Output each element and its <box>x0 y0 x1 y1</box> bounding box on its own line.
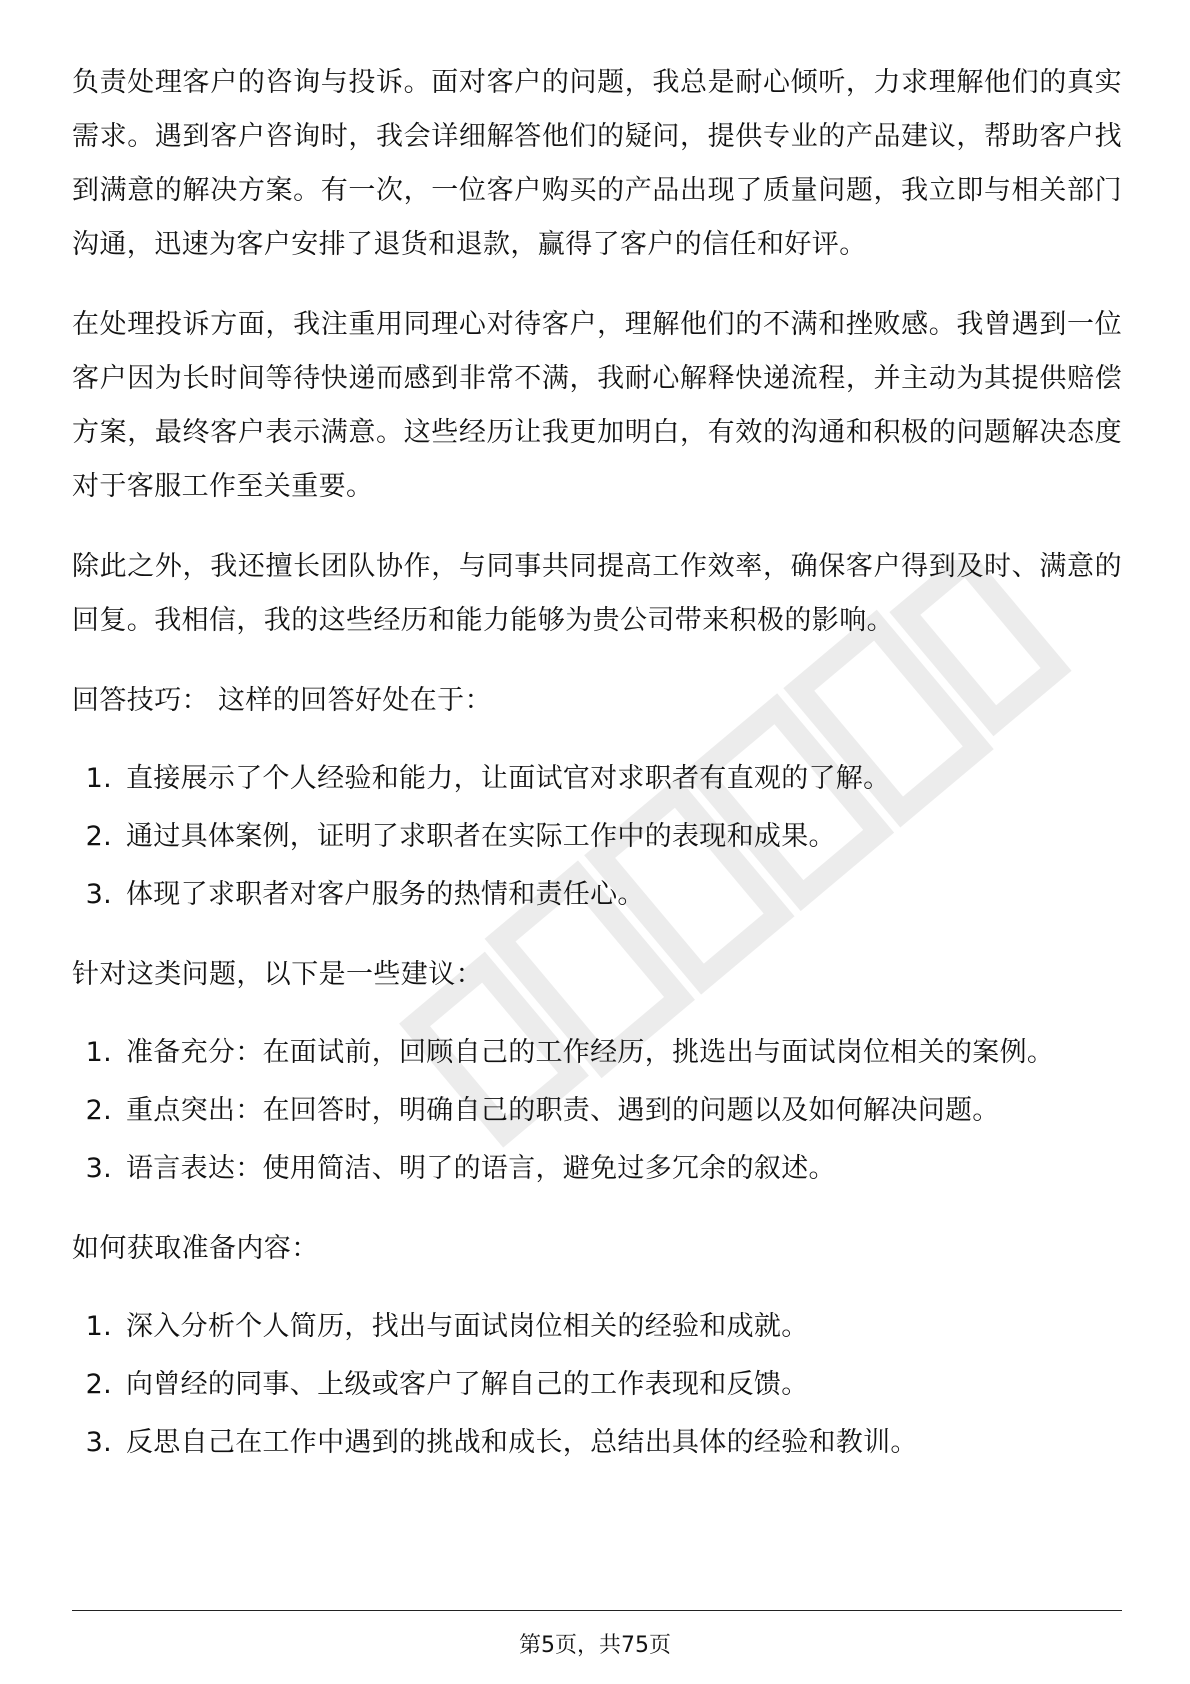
list-item <box>72 750 1122 808</box>
list-item-text: 深入分析个人简历，找出与面试岗位相关的经验和成就。 <box>126 1311 809 1342</box>
list-item <box>72 1298 1122 1356</box>
list-number: 2. <box>85 1369 112 1400</box>
section-heading: 回答技巧： 这样的回答好处在于： <box>72 685 492 716</box>
list-item <box>72 808 1122 866</box>
list-item-text: 向曾经的同事、上级或客户了解自己的工作表现和反馈。 <box>126 1369 809 1400</box>
list-number: 2. <box>85 1095 112 1126</box>
numbered-list <box>72 1024 1122 1198</box>
list-item <box>72 866 1122 924</box>
list-item-text: 通过具体案例，证明了求职者在实际工作中的表现和成果。 <box>126 821 836 852</box>
paragraph: 在处理投诉方面，我注重用同理心对待客户，理解他们的不满和挫败感。我曾遇到一位客户因为长时间等待快递而感到非常不满，我耐心解释快递流程，并主动为其提供赔偿方案，最终客户表示满意。这些经历让我更加明白，有效的沟通和积极的问题解决态度对于客服工作至关重要。 <box>72 309 1122 502</box>
section-heading: 针对这类问题，以下是一些建议： <box>72 959 483 990</box>
paragraph: 负责处理客户的咨询与投诉。面对客户的问题，我总是耐心倾听，力求理解他们的真实需求。遇到客户咨询时，我会详细解答他们的疑问，提供专业的产品建议，帮助客户找到满意的解决方案。有一次，一位客户购买的产品出现了质量问题，我立即与相关部门沟通，迅速为客户安排了退货和退款，赢得了客户的信任和好评。 <box>72 67 1122 260</box>
document-body <box>72 56 1122 1496</box>
list-item <box>72 1082 1122 1140</box>
list-item <box>72 1414 1122 1472</box>
list-number: 1. <box>85 1037 112 1068</box>
page-number: 第5页，共75页 <box>519 1633 671 1658</box>
list-item-text: 反思自己在工作中遇到的挑战和成长，总结出具体的经验和教训。 <box>126 1427 918 1458</box>
list-number: 1. <box>85 1311 112 1342</box>
list-number: 3. <box>85 1427 112 1458</box>
list-item-text: 语言表达：使用简洁、明了的语言，避免过多冗余的叙述。 <box>126 1153 836 1184</box>
list-item <box>72 1024 1122 1082</box>
paragraph: 除此之外，我还擅长团队协作，与同事共同提高工作效率，确保客户得到及时、满意的回复。我相信，我的这些经历和能力能够为贵公司带来积极的影响。 <box>72 551 1122 636</box>
list-item-text: 体现了求职者对客户服务的热情和责任心。 <box>126 879 645 910</box>
list-number: 3. <box>85 879 112 910</box>
list-item-text: 重点突出：在回答时，明确自己的职责、遇到的问题以及如何解决问题。 <box>126 1095 1000 1126</box>
list-number: 2. <box>85 821 112 852</box>
list-item <box>72 1140 1122 1198</box>
section-heading: 如何获取准备内容： <box>72 1233 319 1264</box>
list-item <box>72 1356 1122 1414</box>
list-item-text: 直接展示了个人经验和能力，让面试官对求职者有直观的了解。 <box>126 763 891 794</box>
list-item-text: 准备充分：在面试前，回顾自己的工作经历，挑选出与面试岗位相关的案例。 <box>126 1037 1055 1068</box>
footer-divider <box>72 1610 1122 1611</box>
numbered-list <box>72 750 1122 924</box>
numbered-list <box>72 1298 1122 1472</box>
list-number: 1. <box>85 763 112 794</box>
list-number: 3. <box>85 1153 112 1184</box>
